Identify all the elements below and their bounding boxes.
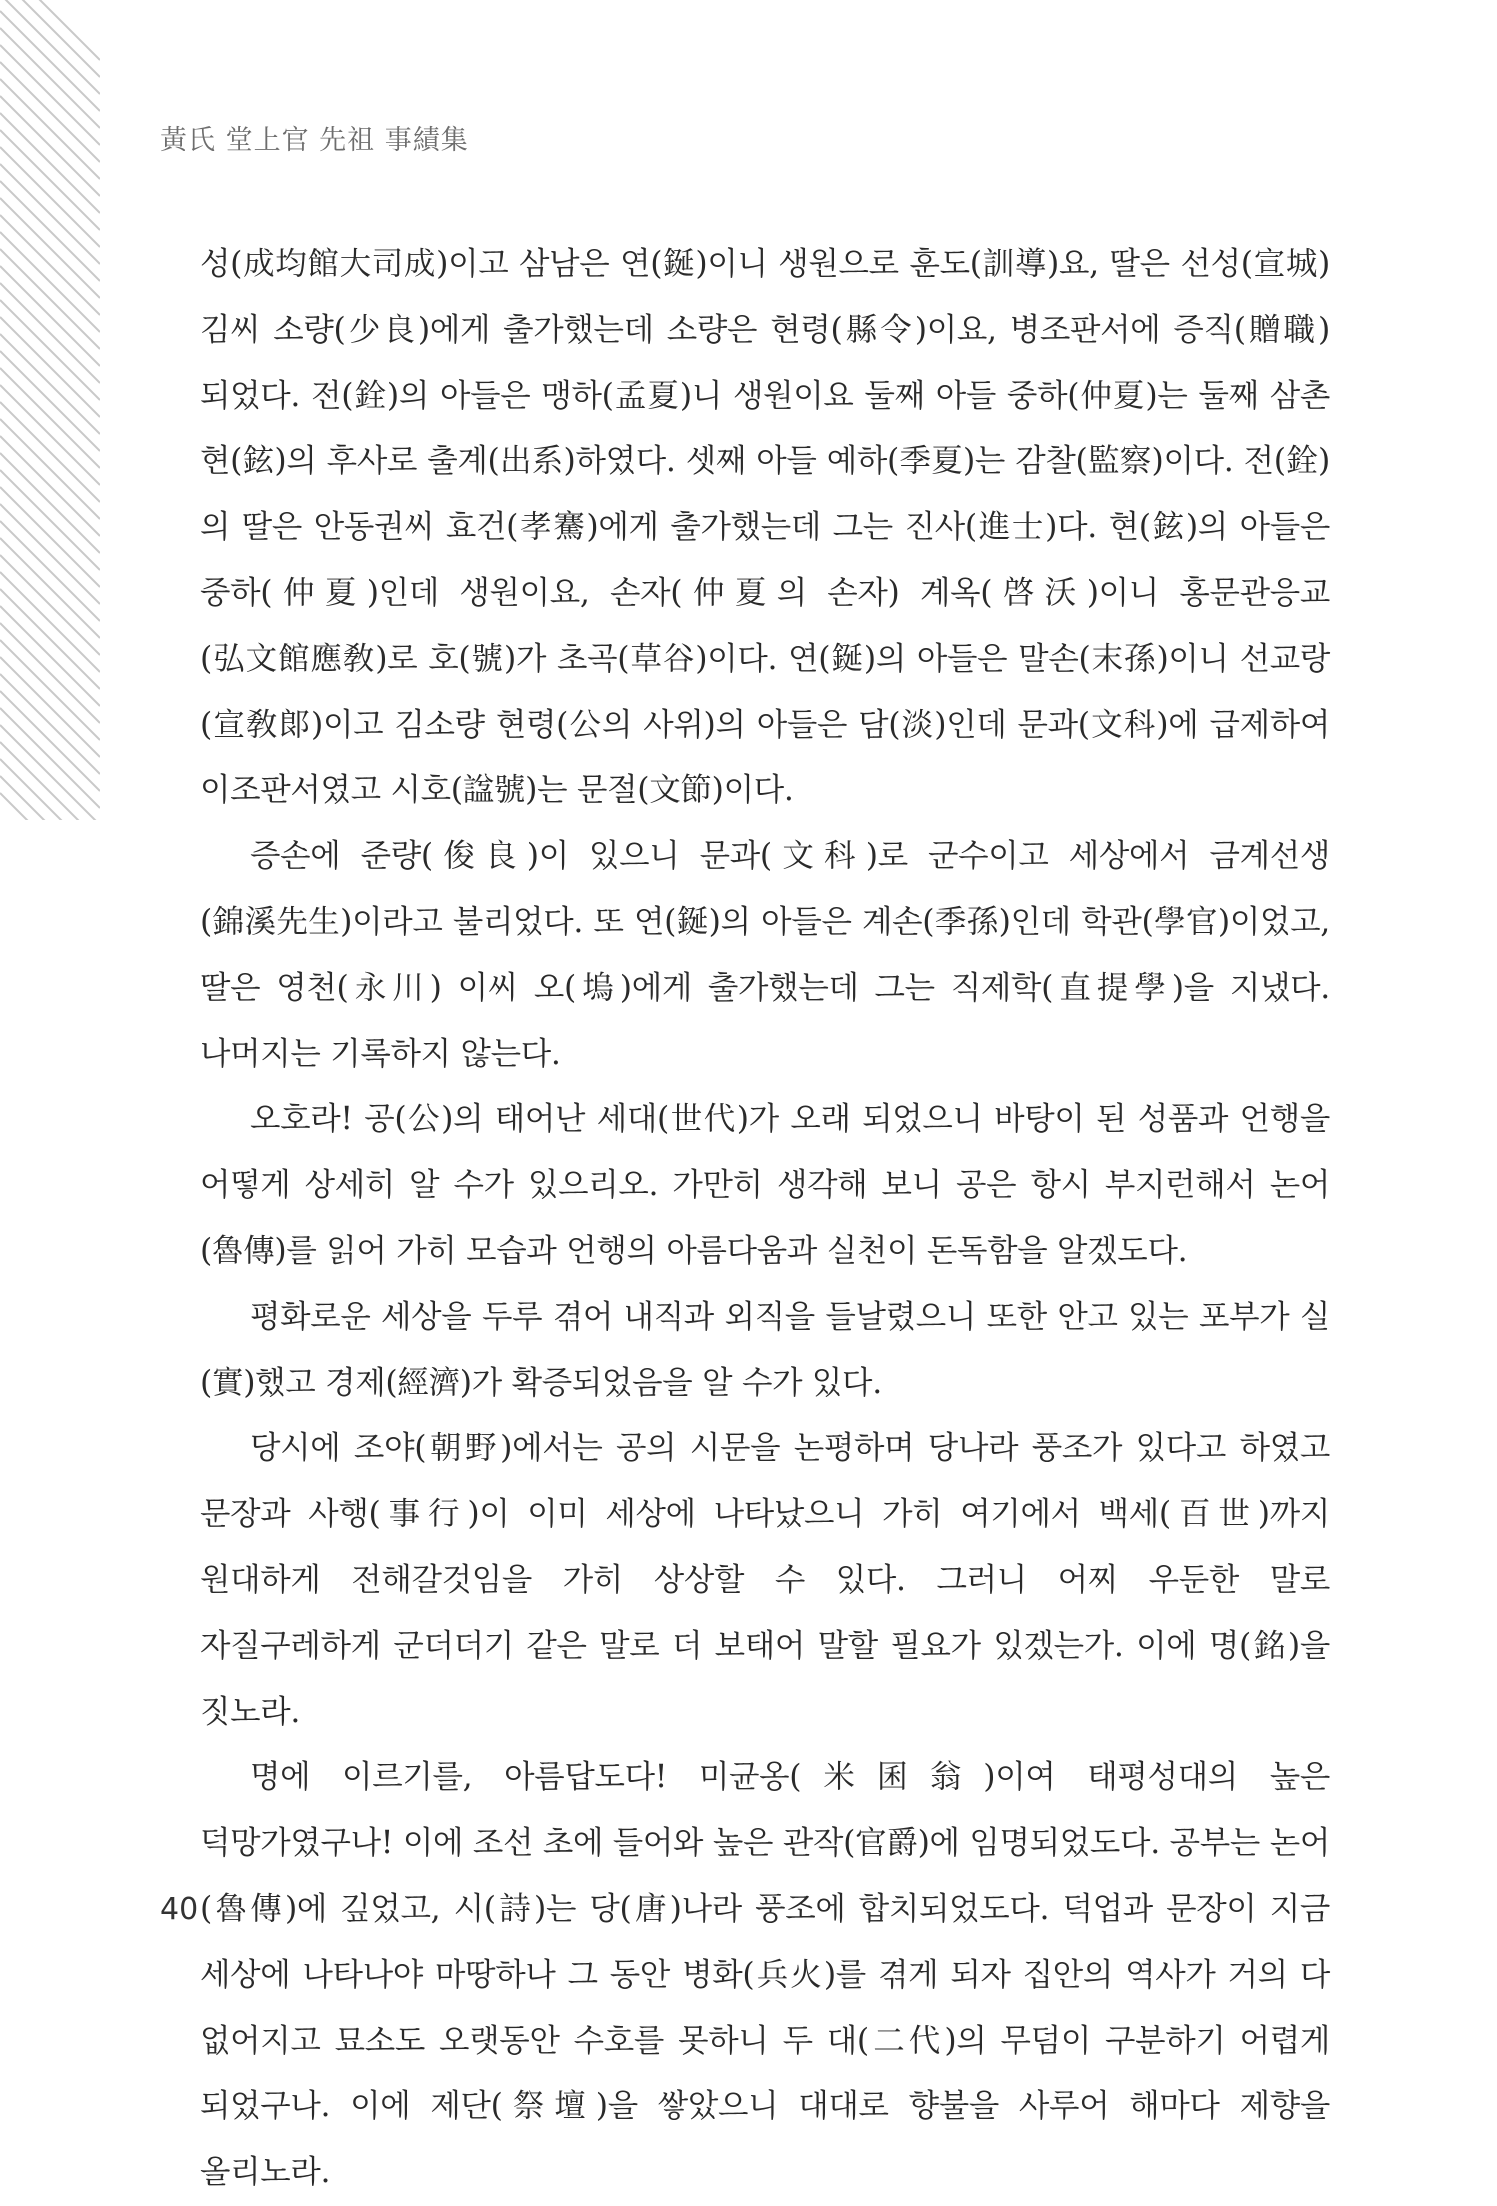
page-number: 40	[160, 1892, 199, 1927]
paragraph-4: 평화로운 세상을 두루 겪어 내직과 외직을 들날렸으니 또한 안고 있는 포부가 실(實)했고 경제(經濟)가 확증되었음을 알 수가 있다.	[200, 1298, 1330, 1401]
paragraph-5: 당시에 조야(朝野)에서는 공의 시문을 논평하며 당나라 풍조가 있다고 하였고 문장과 사행(事行)이 이미 세상에 나타났으니 가히 여기에서 백세(百世)까지 원대하게 전해갈것임을 가히 상상할 수 있다. 그러니 어찌 우둔한 말로 자질구레하게 군더더기 같은 말로 더 보태어 말할 필요가 있겠는가. 이에 명(銘)을 짓노라.	[200, 1430, 1330, 1730]
paragraph-2: 증손에 준량(俊良)이 있으니 문과(文科)로 군수이고 세상에서 금계선생(錦溪先生)이라고 불리었다. 또 연(鋋)의 아들은 계손(季孫)인데 학관(學官)이었고, 딸은 영천(永川) 이씨 오(塢)에게 출가했는데 그는 직제학(直提學)을 지냈다. 나머지는 기록하지 않는다.	[200, 838, 1330, 1072]
corner-stripe	[0, 725, 100, 820]
corner-stripe	[0, 776, 100, 820]
body-text	[200, 232, 1330, 2206]
corner-stripe	[0, 0, 100, 94]
paragraph-3: 오호라! 공(公)의 태어난 세대(世代)가 오래 되었으니 바탕이 된 성품과 언행을 어떻게 상세히 알 수가 있으리오. 가만히 생각해 보니 공은 항시 부지런해서 논어(魯傳)를 읽어 가히 모습과 언행의 아름다움과 실천이 돈독함을 알겠도다.	[200, 1101, 1330, 1269]
corner-stripe	[0, 793, 100, 820]
paragraph-6: 명에 이르기를, 아름답도다! 미균옹(米囷翁)이여 태평성대의 높은 덕망가였구나! 이에 조선 초에 들어와 높은 관작(官爵)에 임명되었도다. 공부는 논어(魯傳)에 깊었고, 시(詩)는 당(唐)나라 풍조에 합치되었도다. 덕업과 문장이 지금 세상에 나타나야 마땅하나 그 동안 병화(兵火)를 겪게 되자 집안의 역사가 거의 다 없어지고 묘소도 오랫동안 수호를 못하니 두 대(二代)의 무덤이 구분하기 어렵게 되었구나. 이에 제단(祭壇)을 쌓았으니 대대로 향불을 사루어 해마다 제향을 올리노라.	[200, 1759, 1330, 2191]
corner-stripe	[0, 0, 100, 77]
running-header-title: 黃氏 堂上官 先祖 事績集	[160, 125, 469, 156]
paragraph-1: 성(成均館大司成)이고 삼남은 연(鋋)이니 생원으로 훈도(訓導)요, 딸은 선성(宣城) 김씨 소량(少良)에게 출가했는데 소량은 현령(縣令)이요, 병조판서에 증직(贈職)되었다. 전(銓)의 아들은 맹하(孟夏)니 생원이요 둘째 아들 중하(仲夏)는 둘째 삼촌 현(鉉)의 후사로 출계(出系)하였다. 셋째 아들 예하(季夏)는 감찰(監察)이다. 전(銓)의 딸은 안동권씨 효건(孝騫)에게 출가했는데 그는 진사(進士)다. 현(鉉)의 아들은 중하(仲夏)인데 생원이요, 손자(仲夏의 손자) 계옥(啓沃)이니 홍문관응교(弘文館應敎)로 호(號)가 초곡(草谷)이다. 연(鋋)의 아들은 말손(末孫)이니 선교랑(宣敎郞)이고 김소량 현령(公의 사위)의 아들은 담(淡)인데 문과(文科)에 급제하여 이조판서였고 시호(諡號)는 문절(文節)이다.	[200, 246, 1330, 809]
decorative-corner-stripes	[0, 0, 100, 820]
